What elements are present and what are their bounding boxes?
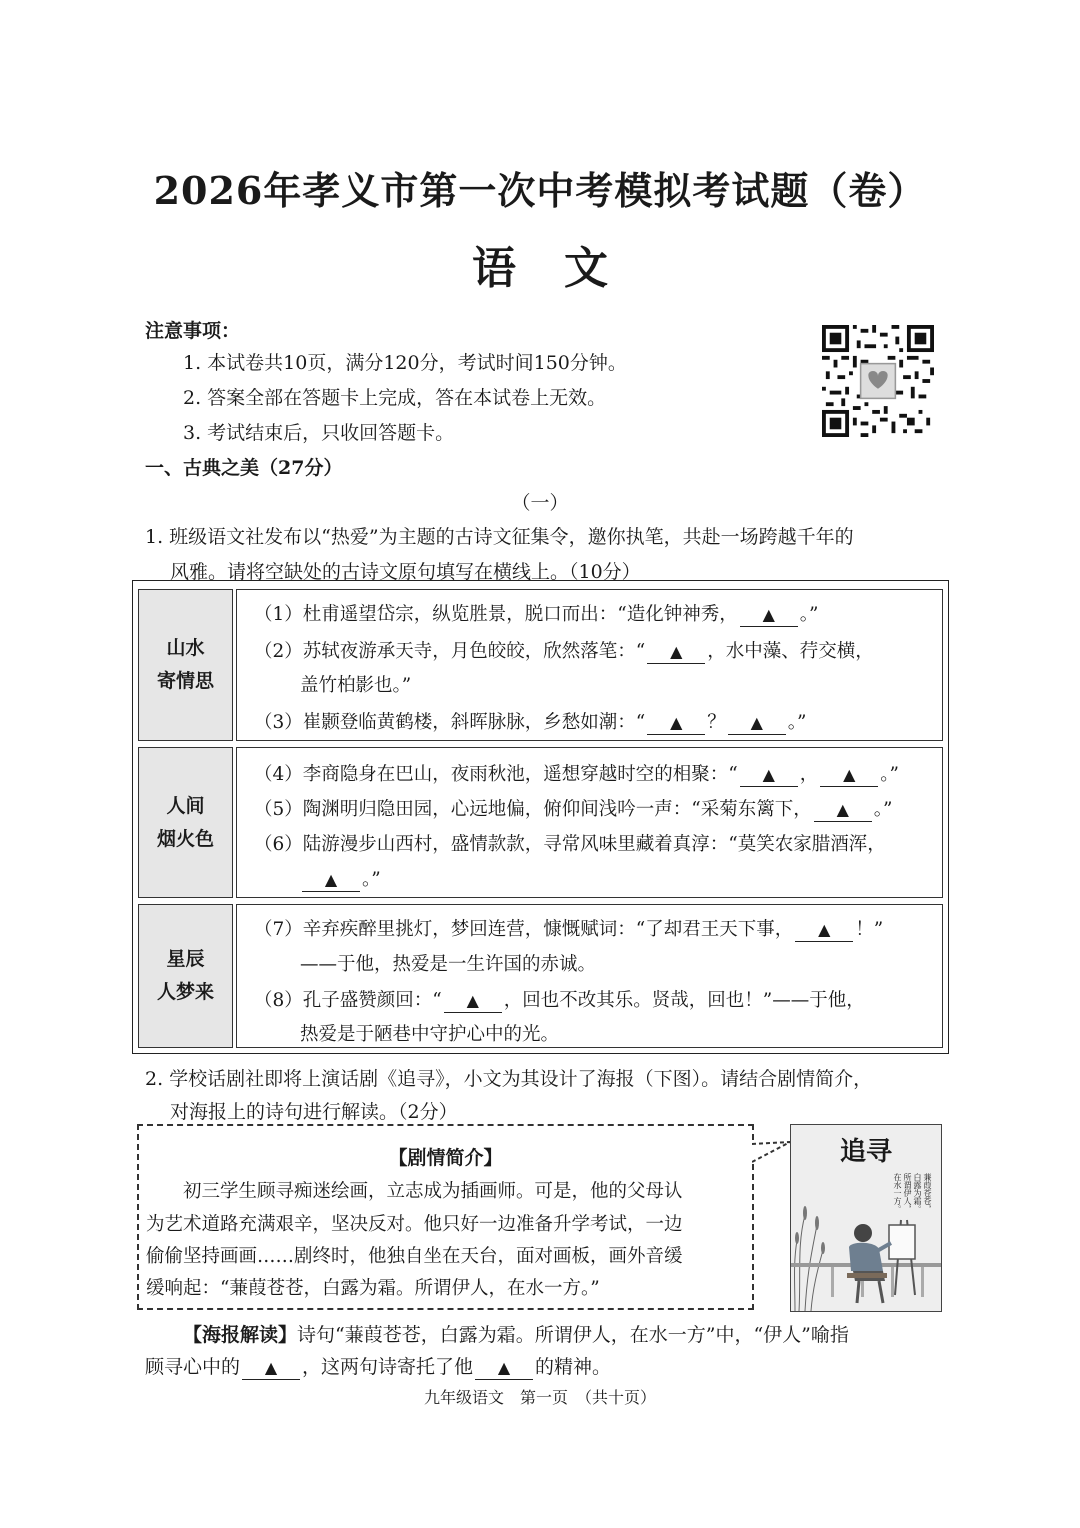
item-text: 。” bbox=[362, 869, 381, 890]
category-label: 人间 bbox=[166, 794, 205, 817]
notice-item: 1. 本试卷共10页，满分120分，考试时间150分钟。 bbox=[183, 352, 627, 374]
qr-code-icon bbox=[822, 325, 934, 437]
item-text: （8）孔子盛赞颜回：“ bbox=[254, 990, 442, 1011]
interpretation-line bbox=[183, 1320, 849, 1347]
interpretation-text: ，这两句诗寄托了他 bbox=[302, 1356, 474, 1378]
item-text: ， bbox=[799, 764, 819, 785]
fill-item bbox=[254, 637, 874, 664]
poster-verse: 所谓伊人， bbox=[903, 1173, 912, 1213]
category-label: 星辰 bbox=[166, 948, 205, 970]
fill-item bbox=[254, 600, 818, 627]
category-cell bbox=[138, 904, 233, 1048]
answer-blank[interactable]: ▲ bbox=[795, 919, 853, 942]
item-text: 盖竹柏影也。” bbox=[300, 675, 412, 696]
answer-blank[interactable]: ▲ bbox=[740, 604, 798, 627]
poster-verse: 蒹葭苍苍， bbox=[923, 1173, 932, 1213]
poster-verse: 在水一方。 bbox=[893, 1173, 902, 1213]
item-text: ？ bbox=[707, 712, 726, 733]
item-text: ，水中藻、荇交横， bbox=[707, 641, 874, 662]
answer-blank[interactable]: ▲ bbox=[302, 869, 360, 892]
answer-blank[interactable]: ▲ bbox=[475, 1357, 533, 1380]
item-text: 。” bbox=[880, 764, 899, 785]
item-text: ！” bbox=[855, 919, 884, 940]
poster-verse: 白露为霜。 bbox=[913, 1173, 922, 1213]
category-label: 寄情思 bbox=[156, 670, 214, 692]
plot-line: 偷偷坚持画画……剧终时，他独自坐在天台，面对画板，画外音缓 bbox=[146, 1246, 683, 1267]
poster-title: 追寻 bbox=[839, 1137, 892, 1167]
question-2-text: 2. 学校话剧社即将上演话剧《追寻》，小文为其设计了海报（下图）。请结合剧情简介， bbox=[145, 1068, 873, 1090]
interpretation-text: 顾寻心中的 bbox=[145, 1356, 241, 1378]
item-text: ，回也不改其乐。贤哉，回也！”——于他， bbox=[503, 990, 865, 1011]
fill-item bbox=[300, 865, 381, 892]
answer-blank[interactable]: ▲ bbox=[242, 1357, 300, 1380]
item-text: （5）陶渊明归隐田园，心远地偏，俯仰间浅吟一声：“采菊东篱下， bbox=[254, 799, 812, 820]
speech-tail-icon bbox=[752, 1140, 792, 1170]
fill-item bbox=[254, 708, 806, 735]
answer-blank[interactable]: ▲ bbox=[740, 764, 798, 787]
item-text: （4）李商隐身在巴山，夜雨秋池，遥想穿越时空的相聚：“ bbox=[254, 764, 738, 785]
fill-item bbox=[254, 986, 865, 1013]
interpretation-text: 诗句“蒹葭苍苍，白露为霜。所谓伊人，在水一方”中，“伊人”喻指 bbox=[297, 1324, 849, 1346]
item-text: 。” bbox=[873, 799, 893, 820]
category-label: 人梦来 bbox=[156, 981, 214, 1003]
fill-item bbox=[254, 760, 899, 787]
item-text: （6）陆游漫步山西村，盛情款款，寻常风味里藏着真淳：“莫笑农家腊酒浑， bbox=[254, 834, 886, 855]
notice-item: 3. 考试结束后，只收回答题卡。 bbox=[183, 422, 455, 444]
item-text: （1）杜甫遥望岱宗，纵览胜景，脱口而出：“造化钟神秀， bbox=[254, 604, 738, 625]
section-heading: 一、古典之美（27分） bbox=[145, 457, 343, 479]
subject-title: 语文 bbox=[472, 243, 656, 294]
plot-line: 为艺术道路充满艰辛，坚决反对。他只好一边准备升学考试，一边 bbox=[146, 1214, 683, 1235]
page-footer: 九年级语文 第一页 （共十页） bbox=[423, 1388, 656, 1407]
answer-blank[interactable]: ▲ bbox=[647, 712, 705, 735]
category-cell bbox=[138, 589, 233, 741]
interpretation-line bbox=[145, 1352, 611, 1380]
category-label: 烟火色 bbox=[156, 827, 214, 850]
answer-blank[interactable]: ▲ bbox=[814, 799, 872, 822]
item-text: 。” bbox=[787, 712, 807, 733]
question-2-text: 对海报上的诗句进行解读。（2分） bbox=[170, 1101, 458, 1123]
interpretation-label: 【海报解读】 bbox=[183, 1324, 298, 1346]
answer-blank[interactable]: ▲ bbox=[728, 712, 786, 735]
interpretation-text: 的精神。 bbox=[535, 1356, 612, 1378]
plot-line: 初三学生顾寻痴迷绘画，立志成为插画师。可是，他的父母认 bbox=[183, 1181, 683, 1202]
plot-line: 缓响起：“蒹葭苍苍，白露为霜。所谓伊人，在水一方。” bbox=[146, 1278, 600, 1299]
plot-title: 【剧情简介】 bbox=[388, 1147, 503, 1169]
drama-poster bbox=[790, 1124, 942, 1312]
fill-item bbox=[254, 915, 883, 942]
exam-title: 2026年孝义市第一次中考模拟考试题（卷） bbox=[153, 168, 927, 213]
item-text: ——于他，热爱是一生许国的赤诚。 bbox=[300, 954, 597, 975]
item-text: 。” bbox=[799, 604, 819, 625]
notice-heading: 注意事项： bbox=[145, 320, 241, 342]
fill-item bbox=[254, 795, 892, 822]
answer-blank[interactable]: ▲ bbox=[444, 990, 502, 1013]
question-1-text: 风雅。请将空缺处的古诗文原句填写在横线上。（10分） bbox=[170, 561, 641, 583]
answer-blank[interactable]: ▲ bbox=[820, 764, 878, 787]
item-text: （7）辛弃疾醉里挑灯，梦回连营，慷慨赋词：“了却君王天下事， bbox=[254, 919, 794, 940]
category-label: 山水 bbox=[166, 637, 205, 659]
item-text: 热爱是于陋巷中守护心中的光。 bbox=[300, 1024, 560, 1045]
question-1-text: 1. 班级语文社发布以“热爱”为主题的古诗文征集令，邀你执笔，共赴一场跨越千年的 bbox=[145, 526, 854, 548]
item-text: （2）苏轼夜游承天寺，月色皎皎，欣然落笔：“ bbox=[254, 641, 646, 662]
part-label: （一） bbox=[511, 492, 569, 514]
answer-blank[interactable]: ▲ bbox=[647, 641, 705, 664]
notice-item: 2. 答案全部在答题卡上完成，答在本试卷上无效。 bbox=[183, 387, 607, 409]
category-cell bbox=[138, 747, 233, 898]
item-text: （3）崔颢登临黄鹤楼，斜晖脉脉，乡愁如潮：“ bbox=[254, 712, 646, 733]
